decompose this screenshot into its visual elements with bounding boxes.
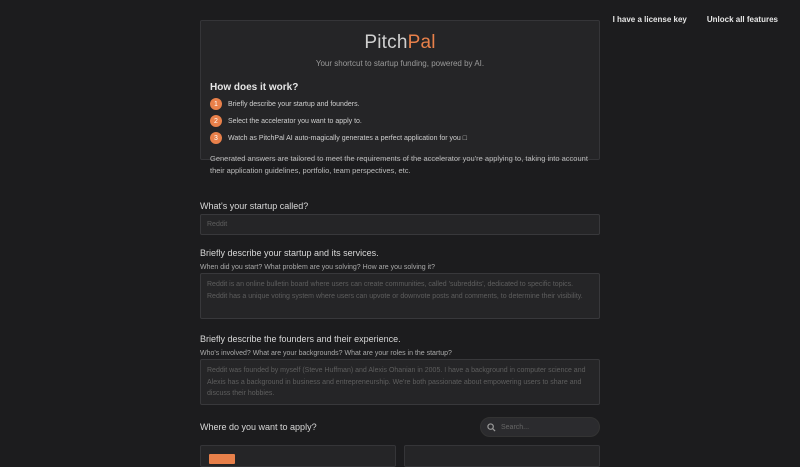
search-icon <box>487 423 496 432</box>
apply-label: Where do you want to apply? <box>200 422 317 432</box>
step-3 <box>210 132 590 144</box>
step-number-2: 2 <box>210 115 222 127</box>
step-number-3: 3 <box>210 132 222 144</box>
license-key-link[interactable]: I have a license key <box>612 15 687 24</box>
describe-startup-hint: When did you start? What problem are you solving? How are you solving it? <box>200 264 436 271</box>
describe-startup-label: Briefly describe your startup and its services. <box>200 248 379 258</box>
accelerator-cards <box>200 445 600 467</box>
step-1 <box>210 98 590 110</box>
step-text-1: Briefly describe your startup and founders. <box>228 100 360 108</box>
intro-panel <box>200 20 600 175</box>
accelerator-card[interactable] <box>200 445 396 467</box>
accelerator-logo <box>209 454 235 464</box>
founders-textarea[interactable]: Reddit was founded by myself (Steve Huffman) and Alexis Ohanian in 2005. I have a background in computer science and Alexis has a background in business and entrepreneurship. We're both passionate about empowering users to share and discuss their hobbies. <box>200 359 600 405</box>
step-text-2: Select the accelerator you want to apply to. <box>228 117 362 125</box>
founders-hint: Who's involved? What are your backgrounds? What are your roles in the startup? <box>200 350 452 357</box>
tailored-note: Generated answers are tailored to meet the requirements of the accelerator you're applying to, taking into account their application guidelines, portfolio, team perspectives, etc. <box>210 154 588 175</box>
accelerator-card[interactable] <box>404 445 600 467</box>
top-nav <box>613 15 778 24</box>
accelerator-search[interactable] <box>480 417 600 437</box>
founders-label: Briefly describe the founders and their experience. <box>200 334 401 344</box>
main-container <box>200 20 600 432</box>
step-text-3: Watch as PitchPal AI auto-magically generates a perfect application for you □ <box>228 134 467 142</box>
app-subtitle: Your shortcut to startup funding, powered by AI. <box>315 59 485 68</box>
how-it-works-heading: How does it work? <box>210 82 299 93</box>
step-number-1: 1 <box>210 98 222 110</box>
app-title-part1: Pitch <box>364 32 408 53</box>
startup-name-label: What's your startup called? <box>200 201 309 211</box>
app-title-part2: Pal <box>407 32 436 53</box>
app-title <box>210 32 590 54</box>
startup-name-input[interactable]: Reddit <box>200 214 600 235</box>
unlock-features-link[interactable]: Unlock all features <box>706 15 778 24</box>
describe-startup-textarea[interactable]: Reddit is an online bulletin board where users can create communities, called 'subreddits', dedicated to specific topics. Reddit has a unique voting system where users can upvote or downvote posts and comments, to determine their visibility. <box>200 273 600 319</box>
step-2 <box>210 115 590 127</box>
search-placeholder: Search... <box>501 423 530 431</box>
